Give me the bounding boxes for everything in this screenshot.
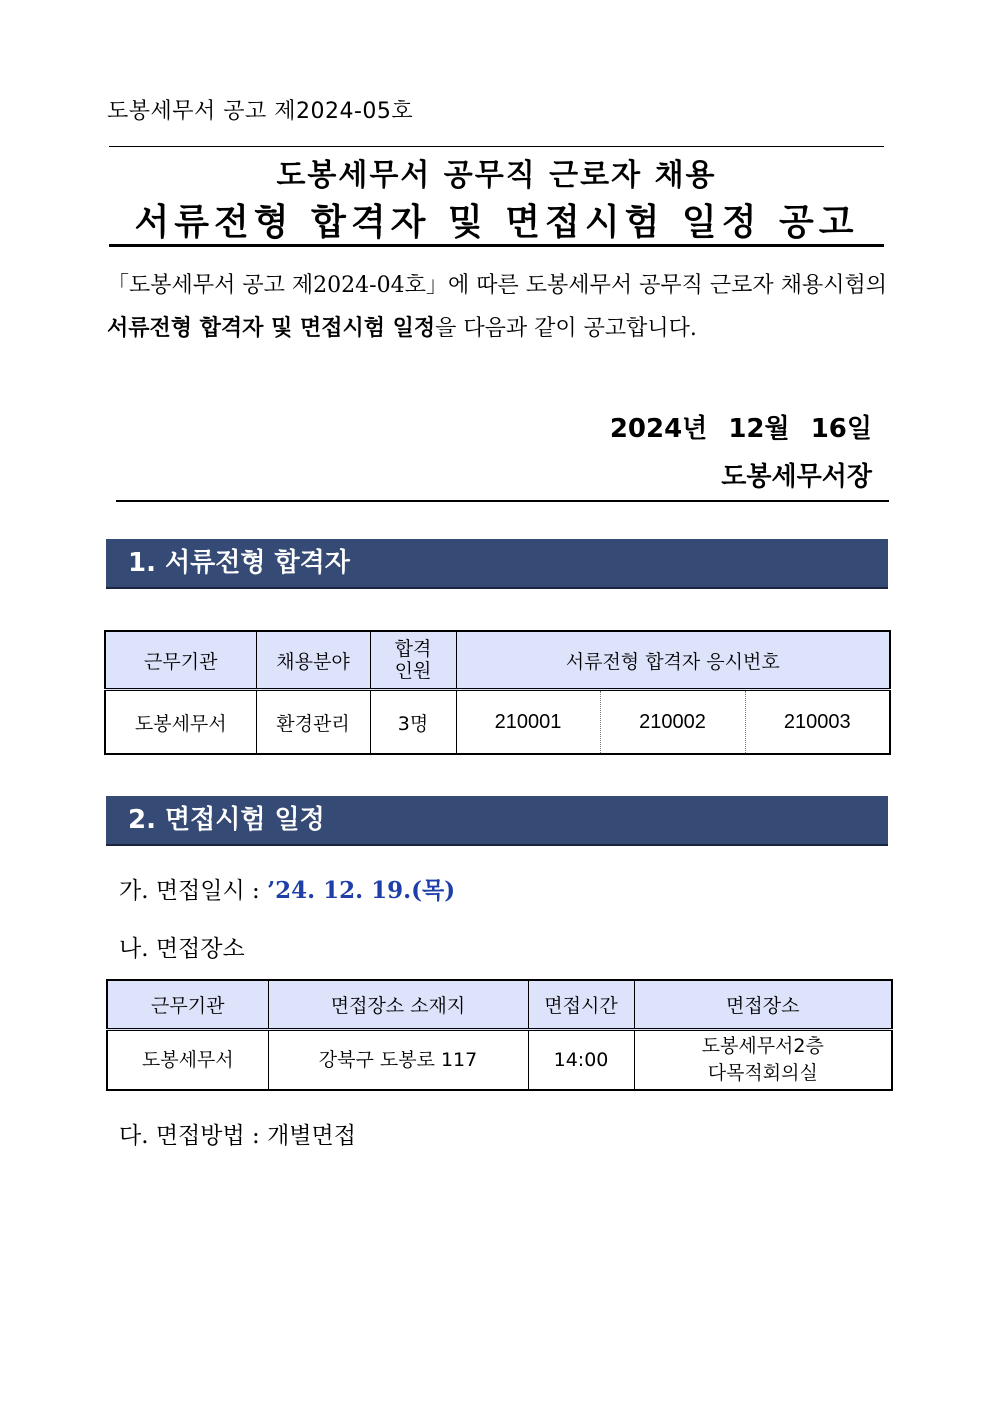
col-field: 채용분야: [256, 631, 370, 690]
signature-divider: [116, 500, 889, 502]
interview-date-label: 가. 면접일시 :: [119, 878, 268, 904]
col-office: 근무기관: [107, 980, 268, 1030]
intro-text-1: 「도봉세무서 공고 제2024-04호」에 따른 도봉세무서 공무직 근로자 채용시험의: [107, 273, 887, 298]
cell-office: 도봉세무서: [105, 690, 256, 755]
col-address: 면접장소 소재지: [268, 980, 528, 1030]
cell-room-line-1: 도봉세무서2층: [701, 1035, 824, 1057]
interview-place-label: 나. 면접장소: [119, 936, 245, 962]
col-count: [370, 631, 456, 690]
col-applicant-numbers: 서류전형 합격자 응시번호: [456, 631, 890, 690]
section-2-header: 2. 면접시험 일정: [106, 796, 888, 846]
col-office: 근무기관: [105, 631, 256, 690]
title-line-1: 도봉세무서 공무직 근로자 채용: [276, 158, 717, 193]
intro-text-2: 을 다음과 같이 공고합니다.: [435, 316, 697, 341]
cell-applicant-number: 210003: [783, 710, 851, 733]
top-divider: [109, 146, 884, 147]
notice-date: 2024년 12월 16일: [609, 414, 872, 444]
col-count-line-1: 합격: [394, 638, 432, 660]
cell-applicant-number: 210001: [456, 690, 600, 755]
cell-room-line-2: 다목적회의실: [707, 1062, 818, 1084]
cell-address: 강북구 도봉로 117: [268, 1030, 528, 1091]
cell-count: 3명: [370, 690, 456, 755]
col-time: 면접시간: [528, 980, 634, 1030]
cell-applicant-number: 210002: [600, 690, 745, 755]
col-room: 면접장소: [634, 980, 892, 1030]
intro-bold-text: 서류전형 합격자 및 면접시험 일정: [107, 316, 436, 341]
interview-date-value: ’24. 12. 19.(목): [267, 877, 456, 904]
cell-time: 14:00: [528, 1030, 634, 1091]
interview-method: 다. 면접방법 : 개별면접: [119, 1123, 356, 1149]
notice-number: 도봉세무서 공고 제2024-05호: [107, 99, 414, 124]
cell-room: [634, 1030, 892, 1091]
table-header-row: [107, 980, 892, 1030]
intro-paragraph: [107, 264, 887, 350]
table-row: [105, 690, 890, 755]
table-header-row: [105, 631, 890, 690]
cell-office: 도봉세무서: [107, 1030, 268, 1091]
interview-schedule-table: [106, 979, 893, 1091]
signer: 도봉세무서장: [721, 462, 872, 492]
section-1-header: 1. 서류전형 합격자: [106, 539, 888, 589]
title-line-2: 서류전형 합격자 및 면접시험 일정 공고: [134, 202, 859, 243]
table-row: [107, 1030, 892, 1091]
title-divider: [109, 244, 884, 247]
cell-field: 환경관리: [256, 690, 370, 755]
col-count-line-2: 인원: [394, 660, 432, 682]
document-pass-table: [104, 630, 891, 755]
interview-date-item: [119, 872, 455, 905]
